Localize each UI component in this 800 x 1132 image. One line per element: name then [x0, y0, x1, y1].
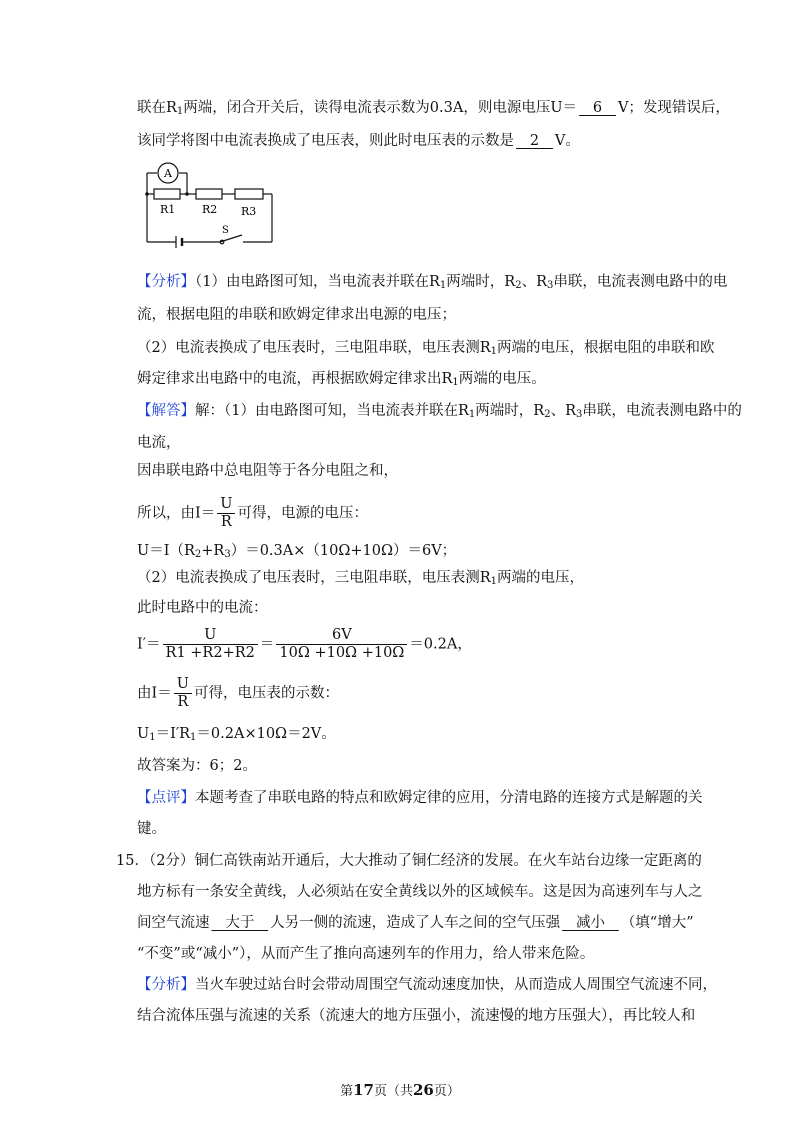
text-line: 所以，由I＝ $\frac{U}{R}$ 可得，电源的电压： — [137, 496, 368, 530]
text-line: （2）电流表换成了电压表时，三电阻串联，电压表测$R_1$两端的电压，根据电阻的串联和欧 — [137, 340, 715, 357]
text-line: 间空气流速 大于 人另一侧的流速，造成了人车之间的空气压强 减小 （填“增大” — [137, 915, 694, 931]
circuit-diagram — [140, 158, 280, 248]
r1-label: R1 — [160, 203, 176, 216]
text-line: 【分析】当火车驶过站台时会带动周围空气流动速度加快，从而造成人周围空气流速不同， — [137, 977, 717, 993]
fraction: $\frac{U}{R}$ — [217, 496, 235, 531]
text-line: 电流， — [137, 435, 181, 451]
review-tag: 【点评】 — [137, 790, 195, 806]
text-line: 该同学将图中电流表换成了电压表，则此时电压表的示数是 2 V。 — [137, 133, 580, 149]
ammeter-label: A — [164, 167, 172, 180]
analysis-tag: 【分析】 — [137, 977, 195, 993]
r2-label: R2 — [202, 203, 218, 216]
text-line: 键。 — [137, 821, 166, 837]
text-line: 此时电路中的电流： — [137, 600, 268, 616]
answer-blank: 2 — [529, 133, 540, 149]
text-line: 地方标有一条安全黄线，人必须站在安全黄线以外的区域候车。这是因为高速列车与人之 — [137, 884, 703, 900]
text-line: 联在$R_1$两端，闭合开关后，读得电流表示数为0.3A，则电源电压U＝ 6 V；发现错误后， — [137, 100, 730, 117]
answer-blank: 6 — [592, 100, 603, 116]
fraction: $\frac{U}{R}$ — [174, 676, 192, 711]
answer-blank: 减小 — [575, 915, 605, 931]
page-number: 17 — [353, 1081, 374, 1099]
fraction: $\frac{U}{R1 +R2+R2}$ — [163, 627, 258, 662]
text-line: （2）电流表换成了电压表时，三电阻串联，电压表测$R_1$两端的电压， — [137, 570, 585, 587]
text-line: 故答案为：6；2。 — [137, 758, 257, 774]
text-line: 由I＝ $\frac{U}{R}$ 可得，电压表的示数： — [137, 676, 339, 710]
text-line: 【解答】解：（1）由电路图可知，当电流表并联在$R_1$两端时，$R_2$、$R_3$串联，电流表测电路中的 — [137, 403, 742, 420]
switch-label: S — [222, 225, 229, 236]
text-line: 因串联电路中总电阻等于各分电阻之和， — [137, 463, 398, 479]
text-line: 姆定律求出电路中的电流，再根据欧姆定律求出$R_1$两端的电压。 — [137, 371, 546, 388]
text-line: 【点评】本题考查了串联电路的特点和欧姆定律的应用，分清电路的连接方式是解题的关 — [137, 790, 703, 806]
text-line: $U=I(R_2+R_3)=0.3A\times(10\Omega+10\Omega)=6V$； — [137, 543, 457, 560]
total-pages: 26 — [413, 1081, 434, 1099]
answer-blank: 大于 — [225, 915, 255, 931]
solution-tag: 【解答】 — [137, 403, 195, 419]
text-line: $U_1=I'R_1=0.2A\times 10\Omega=2V$。 — [137, 726, 336, 743]
page-footer: 第17页（共26页） — [340, 1081, 460, 1099]
text-line: 【分析】（1）由电路图可知，当电流表并联在$R_1$两端时，$R_2$、$R_3$串联，电流表测电路中的电 — [137, 274, 728, 291]
question-number: 15． — [116, 853, 149, 869]
r3-label: R3 — [241, 205, 257, 218]
analysis-tag: 【分析】 — [137, 274, 195, 290]
text-line: 结合流体压强与流速的关系（流速大的地方压强小，流速慢的地方压强大），再比较人和 — [137, 1008, 696, 1024]
text-line: “不变”或“减小”），从而产生了推向高速列车的作用力，给人带来危险。 — [137, 946, 595, 962]
text-line: I′＝ $\frac{U}{R1 +R2+R2}$ ＝ $\frac{6V}{10\Omega +10\Omega +10\Omega}$ ＝0.2A， — [137, 627, 472, 661]
text-line: 流，根据电阻的串联和欧姆定律求出电源的电压； — [137, 307, 456, 323]
question-line: 15．（2分）铜仁高铁南站开通后，大大推动了铜仁经济的发展。在火车站台边缘一定距离的 — [116, 853, 702, 869]
fraction: $\frac{6V}{10\Omega +10\Omega +10\Omega}$ — [276, 627, 407, 662]
